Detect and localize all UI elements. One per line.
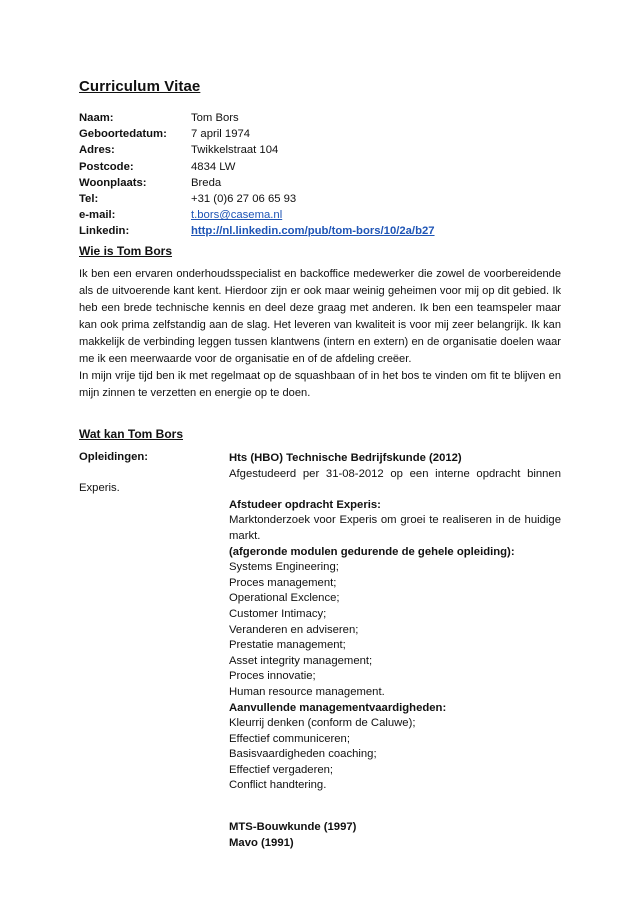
document-title: Curriculum Vitae [79, 78, 201, 95]
info-row-address [79, 142, 435, 158]
personal-info [79, 110, 435, 240]
info-row-birthdate [79, 126, 435, 142]
afstudeer-description: Marktonderzoek voor Experis om groei te realiseren in de huidige markt. [229, 514, 561, 542]
name-value: Tom Bors [191, 112, 239, 124]
info-row-postcode [79, 159, 435, 175]
spacer [229, 794, 561, 810]
module-item: Human resource management. [229, 685, 385, 698]
info-row-name [79, 110, 435, 126]
phone-value: +31 (0)6 27 06 65 93 [191, 193, 297, 206]
birthdate-label: Geboortedatum: [79, 128, 167, 141]
about-heading: Wie is Tom Bors [79, 244, 173, 258]
address-label: Adres: [79, 144, 115, 157]
email-link[interactable]: t.bors@casema.nl [191, 209, 283, 222]
hts-title: Hts (HBO) Technische Bedrijfskunde (2012) [229, 452, 462, 464]
birthdate-value: 7 april 1974 [191, 128, 251, 141]
city-label: Woonplaats: [79, 176, 147, 189]
mavo-title: Mavo (1991) [229, 836, 294, 849]
education-label: Opleidingen: [79, 451, 149, 463]
info-row-email [79, 207, 435, 223]
linkedin-label: Linkedin: [79, 225, 130, 238]
modules-title: (afgeronde modulen gedurende de gehele opleiding): [229, 545, 515, 558]
hts-description: Afgestudeerd per 31-08-2012 op een interne opdracht binnen [229, 467, 561, 480]
skill-item: Conflict handtering. [229, 779, 327, 792]
aanvullend-title: Aanvullende managementvaardigheden: [229, 701, 447, 714]
module-item: Prestatie management; [229, 639, 346, 652]
skills-heading: Wat kan Tom Bors [79, 427, 184, 441]
spacer [229, 482, 561, 498]
postcode-label: Postcode: [79, 160, 134, 173]
skill-item: Kleurrij denken (conform de Caluwe); [229, 717, 416, 730]
skill-item: Effectief communiceren; [229, 732, 350, 745]
module-item: Customer Intimacy; [229, 607, 327, 620]
info-row-city [79, 175, 435, 191]
module-item: Veranderen en adviseren; [229, 623, 359, 636]
info-row-phone [79, 191, 435, 207]
name-label: Naam: [79, 112, 114, 124]
about-paragraph-1: Ik ben een ervaren onderhoudsspecialist en backoffice medewerker die zowel de voorbereidende als de uitvoerende kant kent. Hierdoor zijn er ook maar weinig geheimen voor mij op dit gebied. Ik heb een brede technische kennis en deel deze graag met anderen. Ik ben een teamspeler maar kan ook prima zelfstandig aan de slag. Het leveren van kwaliteit is voor mij zeer belangrijk. Ik kan makkelijk de verbinding leggen tussen klantwens (intern en extern) en de organisatie doelen waar me ik een meerwaarde voor de organisatie en of de afdeling creëer. [79, 268, 561, 365]
module-item: Proces management; [229, 576, 337, 589]
module-item: Proces innovatie; [229, 670, 316, 683]
education-details [229, 451, 561, 851]
linkedin-link[interactable]: http://nl.linkedin.com/pub/tom-bors/10/2a/b27 [191, 225, 435, 238]
postcode-value: 4834 LW [191, 160, 236, 173]
phone-label: Tel: [79, 193, 99, 206]
module-item: Asset integrity management; [229, 654, 373, 667]
skill-item: Basisvaardigheden coaching; [229, 748, 377, 761]
spacer [229, 810, 561, 820]
info-row-linkedin [79, 223, 435, 239]
mts-title: MTS-Bouwkunde (1997) [229, 821, 357, 834]
afstudeer-title: Afstudeer opdracht Experis: [229, 498, 381, 511]
email-label: e-mail: [79, 209, 116, 222]
city-value: Breda [191, 176, 222, 189]
module-item: Systems Engineering; [229, 561, 339, 574]
about-paragraph-2: In mijn vrije tijd ben ik met regelmaat op de squashbaan of in het bos te vinden om fit te blijven en mijn zinnen te verzetten en energie op te doen. [79, 370, 561, 399]
module-item: Operational Exclence; [229, 592, 340, 605]
skill-item: Effectief vergaderen; [229, 763, 334, 776]
experis-text: Experis. [79, 482, 120, 494]
address-value: Twikkelstraat 104 [191, 144, 279, 157]
